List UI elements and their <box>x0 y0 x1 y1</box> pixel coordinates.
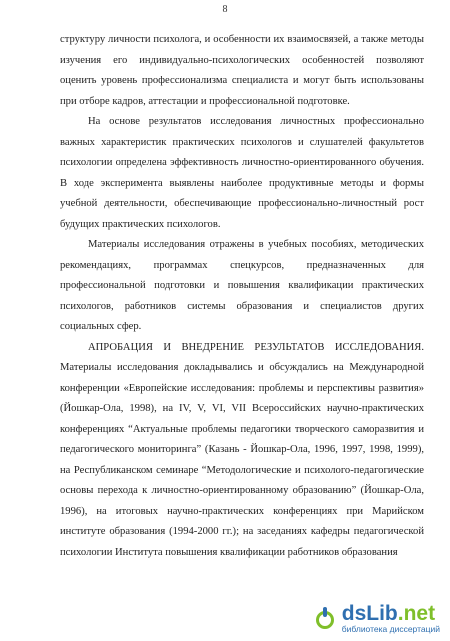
document-body <box>60 30 424 563</box>
dslib-logo-icon <box>312 607 338 633</box>
paragraph: АПРОБАЦИЯ И ВНЕДРЕНИЕ РЕЗУЛЬТАТОВ ИССЛЕДОВАНИЯ. Материалы исследования докладывались и обсуждались на Международной конференции «Европейские исследования: проблемы и перспективы развития» (Йошкар-Ола, 1998), на IV, V, VI, VII Всероссийских научно-практических конференциях “Актуальные проблемы педагогики творческого саморазвития и педагогического мониторинга” (Казань - Йошкар-Ола, 1996, 1997, 1998, 1999), на Республиканском семинаре “Методологические и психолого-педагогические основы перехода к личностно-ориентированному образованию” (Йошкар-Ола, 1996), на итоговых научно-практических конференциях при Марийском институте образования (1994-2000 гг.); на заседаниях кафедры педагогической психологии Института повышения квалификации работников образования <box>60 341 424 558</box>
page-number: 8 <box>222 4 228 15</box>
watermark-brand-ext: .net <box>397 601 436 625</box>
paragraph: Материалы исследования отражены в учебных пособиях, методических рекомендациях, программах спецкурсов, предназначенных для профессиональной подготовки и повышения квалификации практических психологов, работников системы образования и специалистов других социальных сфер. <box>60 239 424 332</box>
dslib-watermark <box>312 603 440 634</box>
watermark-subtitle: библиотека диссертаций <box>341 623 440 634</box>
watermark-brand <box>342 603 440 624</box>
watermark-text <box>342 603 440 634</box>
watermark-brand-name: dsLib <box>341 601 398 625</box>
paragraph: На основе результатов исследования личностных профессионально важных характеристик практических психологов и слушателей факультетов психологии определена эффективность личностно-ориентированного обучения. В ходе эксперимента выявлены наиболее продуктивные методы и формы учебной деятельности, обеспечивающие профессионально-личностный рост будущих практических психологов. <box>60 116 424 230</box>
paragraph: структуру личности психолога, и особенности их взаимосвязей, а также методы изучения его индивидуально-психологических особенностей позволяют оценить уровень профессионализма специалиста и могут быть использованы при отборе кадров, аттестации и профессиональной подготовке. <box>60 34 424 107</box>
